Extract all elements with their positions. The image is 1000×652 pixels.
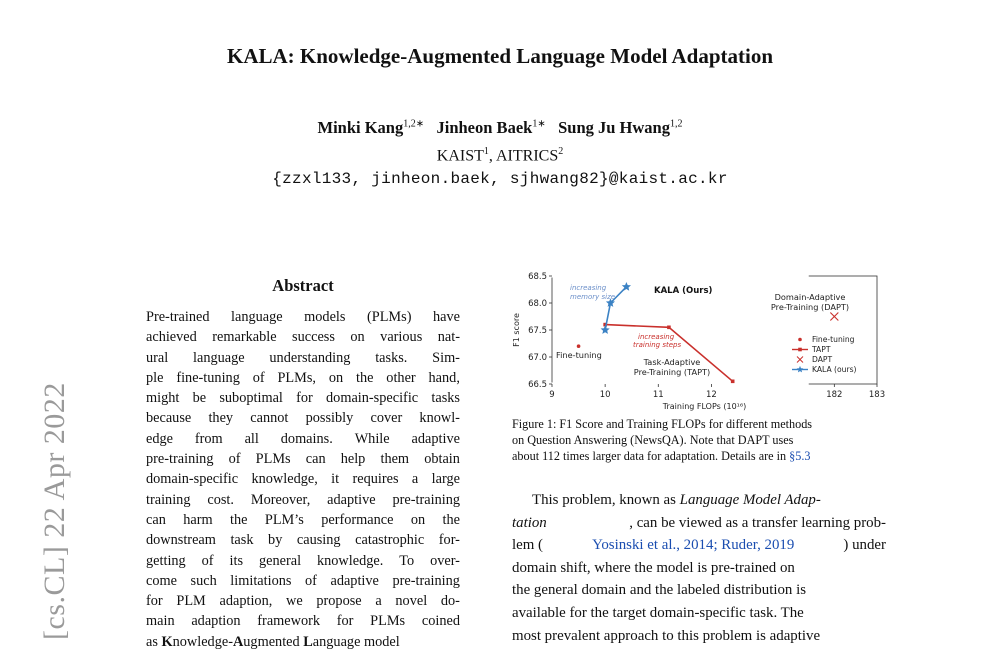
abstract-word: coined: [421, 613, 460, 630]
affiliation: KAIST: [436, 147, 484, 165]
data-point-tapt: [731, 380, 735, 384]
author-sup: 1∗: [532, 118, 546, 130]
abstract-word: propose: [316, 593, 362, 610]
abstract-word: training: [146, 491, 191, 508]
abstract-word: achieved: [146, 329, 197, 346]
author-list: [0, 118, 1000, 138]
y-tick-label: 68.0: [528, 299, 547, 309]
annotation-tapt: Task-Adaptive: [643, 357, 701, 367]
abstract-word: adaptive: [411, 430, 460, 447]
affiliation-sup: 2: [558, 146, 564, 157]
abstract-word: models: [304, 309, 346, 325]
x-tick-label: 11: [652, 390, 664, 400]
abstract-word: K: [161, 633, 173, 650]
abstract-line: [146, 368, 460, 388]
abstract-word: adaptive: [330, 572, 379, 589]
annotation-memory: increasing: [570, 284, 607, 292]
body-text-span: , can be viewed as a transfer learning prob-: [629, 514, 886, 531]
abstract-word: do-: [440, 593, 460, 610]
abstract-word: adaption: [191, 613, 241, 630]
abstract-word: as: [146, 633, 162, 650]
abstract-word: because: [146, 410, 192, 427]
abstract-word: catastrophic: [355, 532, 425, 549]
affiliation-sep: ,: [488, 147, 496, 165]
x-tick-label: 10: [599, 390, 611, 400]
annotation-steps: increasing: [638, 333, 675, 341]
abstract-word: such: [190, 572, 217, 589]
abstract-word: cover: [370, 410, 403, 427]
abstract-line: [146, 388, 460, 408]
abstract-line: [146, 551, 460, 571]
abstract-word: cannot: [250, 410, 289, 427]
abstract-word: help: [340, 451, 366, 468]
abstract-word: (PLMs): [366, 309, 412, 325]
body-line: [512, 602, 886, 625]
abstract-word: of: [201, 552, 214, 569]
abstract-word: can: [146, 511, 166, 528]
abstract-word: on: [410, 511, 426, 528]
figure-caption: [512, 416, 887, 464]
abstract-word: knowledge,: [251, 471, 318, 488]
abstract-word: tasks.: [375, 349, 408, 366]
abstract-word: pre-training: [392, 491, 460, 508]
abstract-word: ugmented: [243, 633, 304, 650]
abstract-word: adaption,: [219, 593, 273, 610]
abstract-word: the: [230, 511, 248, 528]
body-line: [512, 534, 886, 557]
abstract-word: it: [331, 471, 340, 488]
abstract-word: the: [442, 511, 460, 528]
body-text-span: ) under: [843, 537, 886, 554]
abstract-word: requires: [352, 471, 399, 488]
abstract-word: various: [380, 329, 423, 346]
legend-label: Fine-tuning: [812, 335, 855, 344]
body-text: [512, 489, 886, 647]
abstract-word: causing: [296, 532, 341, 549]
legend-marker: [798, 348, 802, 352]
author-name: Minki Kang: [317, 118, 404, 137]
author-name: Jinheon Baek: [436, 118, 533, 137]
legend-label: DAPT: [812, 355, 833, 364]
abstract-word: a: [375, 593, 382, 610]
affiliations: [0, 146, 1000, 165]
abstract-line: [146, 510, 460, 530]
caption-line: [512, 448, 887, 464]
section-link[interactable]: §5.3: [789, 449, 811, 463]
annotation-kala: KALA (Ours): [654, 286, 713, 296]
abstract-line: [146, 611, 460, 631]
abstract-heading: Abstract: [272, 276, 334, 295]
abstract-word: hand,: [428, 369, 460, 386]
legend-marker: [797, 366, 804, 373]
data-point-fine-tuning: [577, 344, 581, 348]
caption-line: Figure 1: F1 Score and Training FLOPs for different methods: [512, 417, 813, 431]
abstract-line: [146, 632, 460, 652]
abstract-word: for-: [438, 532, 460, 549]
abstract-word: have: [432, 309, 460, 325]
body-text-span: tation: [512, 514, 547, 531]
abstract-word: nat-: [437, 329, 460, 346]
abstract-word: getting: [146, 552, 186, 569]
abstract-word: all: [244, 430, 259, 447]
abstract-word: success: [292, 329, 335, 346]
abstract-line: [146, 530, 460, 550]
abstract-word: knowledge.: [316, 552, 384, 569]
body-text-span: domain shift, where the model is pre-trained on: [512, 559, 795, 576]
body-text-span: available for the target domain-specific task. The: [512, 604, 804, 621]
abstract-line: [146, 591, 460, 611]
abstract-word: Pre-trained: [146, 309, 210, 325]
abstract-word: PLM: [176, 593, 206, 610]
abstract-word: framework: [257, 613, 321, 630]
annotation-finetune: Fine-tuning: [556, 350, 602, 360]
abstract-word: While: [354, 430, 390, 447]
abstract-word: be: [192, 390, 207, 407]
abstract-word: Moreover,: [250, 491, 311, 508]
abstract-line: [146, 469, 460, 489]
abstract-word: of: [228, 451, 241, 468]
abstract-word: ple: [146, 369, 164, 386]
abstract-word: task: [230, 532, 254, 549]
annotation-dapt: Domain-Adaptive: [774, 292, 846, 302]
abstract-line: [146, 408, 460, 428]
abstract-word: for: [336, 613, 354, 630]
abstract-word: for: [296, 390, 313, 407]
abstract-word: remarkable: [212, 329, 277, 346]
abstract-word: language: [231, 309, 283, 325]
abstract-word: tasks: [431, 390, 460, 407]
body-line: [512, 512, 886, 535]
legend-label: TAPT: [812, 345, 831, 354]
abstract-word: L: [303, 633, 313, 650]
abstract-word: A: [232, 633, 244, 650]
body-line: [512, 557, 886, 580]
abstract-word: PLM’s: [264, 511, 304, 528]
abstract-word: can: [305, 451, 326, 468]
abstract-word: limitations: [230, 572, 292, 589]
abstract-word: main: [146, 613, 175, 630]
annotation-dapt: Pre-Training (DAPT): [770, 302, 850, 312]
abstract-word: ural: [146, 349, 169, 366]
x-axis-label: Training FLOPs (10¹⁶): [662, 402, 747, 411]
abstract-word: understanding: [269, 349, 351, 366]
abstract-word: pre-training: [146, 451, 214, 468]
annotation-steps: training steps: [633, 341, 682, 349]
abstract-word: its: [229, 552, 244, 569]
abstract-word: them: [380, 451, 410, 468]
abstract-word: the: [355, 369, 374, 386]
affiliation-sup: 1: [483, 146, 489, 157]
abstract-word: obtain: [424, 451, 460, 468]
abstract-body: [146, 307, 460, 652]
x-tick-label: 183: [868, 390, 886, 400]
citation-link[interactable]: Yosinski et al., 2014; Ruder, 2019: [592, 537, 795, 554]
abstract-word: from: [194, 430, 223, 447]
data-point-kala: [601, 325, 610, 334]
x-tick-label: 9: [549, 390, 555, 400]
legend-marker: [798, 338, 802, 342]
figure-1-chart: [506, 268, 888, 420]
abstract-word: PLMs,: [277, 369, 316, 386]
caption-line: on Question Answering (NewsQA). Note that DAPT uses: [512, 433, 794, 447]
abstract-word: nowledge-: [172, 633, 233, 650]
abstract-word: large: [431, 471, 460, 488]
abstract-word: PLMs: [255, 451, 291, 468]
abstract-word: of: [305, 572, 317, 589]
annotation-memory: memory size: [570, 293, 616, 301]
abstract-word: Sim-: [432, 349, 460, 366]
author-emails: {zzxl133, jinheon.baek, sjhwang82}@kaist.ac.kr: [272, 170, 728, 188]
paper-title: KALA: Knowledge-Augmented Language Model Adaptation: [226, 44, 774, 68]
legend-label: KALA (ours): [812, 365, 857, 374]
x-tick-label: 182: [826, 390, 843, 400]
body-line: [512, 489, 886, 512]
abstract-line: [146, 307, 460, 327]
abstract-line: [146, 429, 460, 449]
abstract-word: PLMs: [370, 613, 406, 630]
abstract-word: a: [411, 471, 419, 488]
abstract-word: novel: [395, 593, 428, 610]
abstract-word: on: [328, 369, 344, 386]
abstract-word: performance: [321, 511, 394, 528]
arxiv-stamp: [cs.CL] 22 Apr 2022: [38, 382, 71, 640]
abstract-word: come: [146, 572, 177, 589]
body-text-span: Language Model Adap-: [679, 492, 821, 508]
abstract-word: for: [146, 593, 163, 610]
abstract-line: [146, 449, 460, 469]
author-name: Sung Ju Hwang: [558, 118, 670, 137]
abstract-line: [146, 571, 460, 591]
abstract-word: might: [146, 390, 180, 407]
abstract-word: To: [399, 552, 415, 569]
abstract-word: domain-specific: [326, 390, 419, 407]
abstract-word: cost.: [207, 491, 234, 508]
abstract-word: other: [386, 369, 416, 386]
abstract-line: [146, 327, 460, 347]
abstract-word: by: [268, 532, 283, 549]
data-point-tapt: [667, 326, 671, 330]
y-tick-label: 66.5: [528, 380, 547, 390]
body-line: [512, 579, 886, 602]
abstract-word: adaptive: [327, 491, 376, 508]
abstract-word: of: [252, 369, 265, 386]
abstract-word: over-: [430, 552, 460, 569]
abstract-word: language: [193, 349, 245, 366]
abstract-word: knowl-: [419, 410, 460, 427]
abstract-word: harm: [183, 511, 213, 528]
body-text-span: the general domain and the labeled distribution is: [512, 582, 807, 599]
y-tick-label: 67.5: [528, 326, 547, 336]
caption-text: about 112 times larger data for adaptation. Details are in: [512, 449, 790, 463]
body-text-span: lem (: [512, 537, 544, 554]
abstract-word: suboptimal: [219, 390, 283, 407]
abstract-word: they: [208, 410, 234, 427]
y-axis-label: F1 score: [512, 313, 521, 347]
abstract-word: possibly: [305, 410, 354, 427]
y-tick-label: 68.5: [528, 272, 547, 282]
x-tick-label: 12: [706, 390, 717, 400]
abstract-word: fine-tuning: [176, 369, 240, 386]
abstract-word: domains.: [280, 430, 333, 447]
abstract-word: we: [286, 593, 303, 610]
body-text-span: This problem, known as: [532, 492, 680, 508]
abstract-word: on: [350, 329, 365, 346]
body-text-span: most prevalent approach to this problem is adaptive: [512, 627, 821, 644]
affiliation: AITRICS: [496, 147, 559, 165]
abstract-word: domain-specific: [146, 471, 239, 488]
body-line: [512, 625, 886, 648]
abstract-word: downstream: [146, 532, 216, 549]
y-tick-label: 67.0: [528, 353, 547, 363]
abstract-word: edge: [146, 430, 173, 447]
abstract-word: pre-training: [392, 572, 460, 589]
annotation-tapt: Pre-Training (TAPT): [633, 367, 711, 377]
abstract-line: [146, 348, 460, 368]
abstract-line: [146, 490, 460, 510]
author-sup: 1,2∗: [403, 118, 425, 130]
author-sup: 1,2: [669, 118, 683, 130]
abstract-word: anguage model: [312, 633, 400, 650]
abstract-word: general: [258, 552, 302, 569]
